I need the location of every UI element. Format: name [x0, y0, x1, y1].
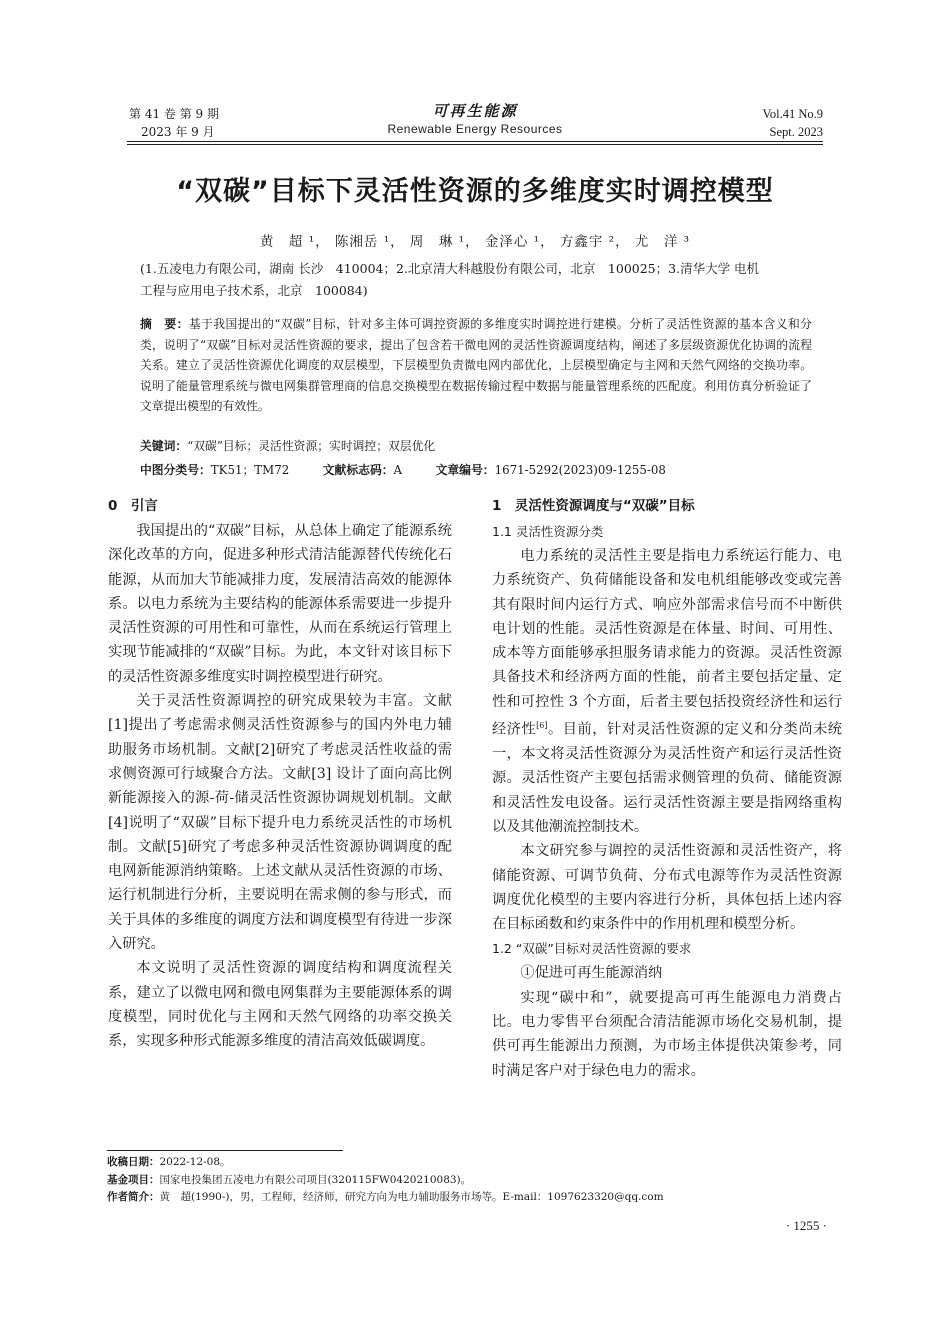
subsection-1-1-heading: 1.1 灵活性资源分类	[492, 524, 604, 539]
intro-paragraph-1: 我国提出的“双碳”目标，从总体上确定了能源系统深化改革的方向，促进多种形式清洁能源替代传统化石能源，从而加大节能减排力度，发展清洁高效的能源体系。以电力系统为主要结构的能源体系需要进一步提升灵活性资源的可用性和可靠性，从而在系统运行管理上实现节能减排的“双碳”目标。为此，本文针对该目标下的灵活性资源多维度实时调控模型进行研究。	[108, 523, 452, 685]
footnote-received	[107, 1154, 827, 1172]
paper-title: “双碳”目标下灵活性资源的多维度实时调控模型	[176, 176, 774, 207]
header-volume-en	[762, 105, 823, 141]
list-item-1: ①促进可再生能源消纳	[520, 965, 663, 982]
article-no-label: 文章编号：	[435, 463, 495, 477]
left-column	[108, 493, 452, 1054]
header-rule-2	[127, 144, 823, 145]
clc-value: TK51；TM72	[210, 463, 290, 477]
received-value: 2022-12-08。	[159, 1156, 231, 1168]
intro-paragraph-3: 本文说明了灵活性资源的调度结构和调度流程关系，建立了以微电网和微电网集群为主要能源体系的调度模型，同时优化与主网和天然气网络的功率交换关系，实现多种形式能源多维度的清洁高效低碳调度。	[108, 960, 452, 1050]
fund-value: 国家电投集团五凌电力有限公司项目(320115FW0420210083)。	[159, 1173, 472, 1186]
article-no-value: 1671-5292(2023)09-1255-08	[494, 463, 666, 477]
keywords-text: “双碳”目标；灵活性资源；实时调控；双层优化	[187, 439, 436, 453]
subsection-1-2-heading: 1.2 “双碳”目标对灵活性资源的要求	[492, 941, 692, 957]
section1-paragraph-3: 实现“碳中和”，就要提高可再生能源电力消费占比。电力零售平台须配合清洁能源市场化交易机制，提供可再生能源出力预测，为市场主体提供决策参考，同时满足客户对于绿色电力的需求。	[492, 989, 842, 1079]
footnotes	[107, 1154, 827, 1207]
affiliation-line-2: 工程与应用电子技术系，北京 100084)	[140, 283, 368, 298]
section1-paragraph-2: 本文研究参与调控的灵活性资源和灵活性资产，将储能资源、可调节负荷、分布式电源等作为灵活性资源调度优化模型的主要内容进行分析，具体包括上述内容在目标函数和约束条件中的作用机理和模型分析。	[492, 843, 842, 933]
journal-name-en: Renewable Energy Resources	[387, 122, 563, 136]
author-list: 黄 超 ¹， 陈湘岳 ¹， 周 琳 ¹， 金泽心 ¹， 方鑫宇 ²， 尤 洋 ³	[259, 234, 691, 250]
footnote-rule	[107, 1150, 343, 1151]
keywords	[140, 436, 812, 456]
page-number: · 1255 ·	[785, 1218, 827, 1233]
affiliations	[140, 258, 812, 302]
received-label: 收稿日期：	[107, 1156, 160, 1168]
classification-line	[140, 460, 812, 480]
author-bio-label: 作者简介：	[107, 1191, 160, 1203]
doc-code-value: A	[393, 463, 403, 477]
fund-label: 基金项目：	[107, 1173, 160, 1186]
citation-6[interactable]: [6]	[536, 721, 548, 731]
footnote-author	[107, 1189, 827, 1207]
footnote-fund	[107, 1172, 827, 1190]
keywords-label: 关键词：	[140, 439, 188, 453]
journal-name-cn: 可再生能源	[432, 102, 518, 120]
header-vol-en: Vol.41 No.9	[762, 107, 823, 121]
clc-label: 中图分类号：	[140, 463, 211, 477]
header-rule	[127, 141, 823, 142]
section1-paragraph-1-text: 电力系统的灵活性主要是指电力系统运行能力、电力系统资产、负荷储能设备和发电机组能够改变或完善其有限时间内运行方式、响应外部需求信号而不中断供电计划的性能。灵活性资源是在体量、时间、可用性、成本等方面能够承担服务请求能力的资源。灵活性资源具备技术和经济两方面的性能，前者主要包括定量、定性和可控性 3 个方面，后者主要包括投资经济性和运行经济性	[492, 548, 842, 738]
section1-paragraph-1	[492, 544, 842, 839]
header-date-en: Sept. 2023	[769, 125, 823, 139]
affiliation-line-1: (1.五凌电力有限公司，湖南 长沙 410004；2.北京清大科越股份有限公司，北京 100025；3.清华大学 电机	[140, 261, 760, 276]
header-volume-cn: 第 41 卷 第 9 期	[129, 107, 219, 121]
author-bio-value: 黄 超(1990-)，男，工程师，经济师，研究方向为电力辅助服务市场等。E-mail：1097623320@qq.com	[159, 1191, 664, 1203]
section-0-heading: 0 引言	[108, 498, 158, 514]
intro-paragraph-2: 关于灵活性资源调控的研究成果较为丰富。文献[1]提出了考虑需求侧灵活性资源参与的国内外电力辅助服务市场机制。文献[2]研究了考虑灵活性收益的需求侧资源可行域聚合方法。文献[3] 设计了面向高比例新能源接入的源-荷-储灵活性资源协调规划机制。文献[4]说明了“双碳”目标下提升电力系统灵活性的市场机制。文献[5]研究了考虑多种灵活性资源协调调度的配电网新能源消纳策略。上述文献从灵活性资源的市场、运行机制进行分析，主要说明在需求侧的参与形式，而关于具体的多维度的调度方法和调度模型有待进一步深入研究。	[108, 693, 452, 953]
section-1-heading: 1 灵活性资源调度与“双碳”目标	[492, 498, 695, 514]
header-date-cn: 2023 年 9 月	[141, 125, 215, 139]
doc-code-label: 文献标志码：	[322, 463, 394, 477]
abstract-label: 摘 要：	[140, 317, 189, 331]
abstract-text: 基于我国提出的“双碳”目标，针对多主体可调控资源的多维度实时调控进行建模。分析了灵活性资源的基本含义和分类，说明了“双碳”目标对灵活性资源的要求，提出了包含若干微电网的灵活性资源调度结构，阐述了多层级资源优化协调的流程关系。建立了灵活性资源优化调度的双层模型，下层模型负责微电网内部优化，上层模型确定与主网和天然气网络的交换功率。说明了能量管理系统与微电网集群管理商的信息交换模型在数据传输过程中数据与能量管理系统的匹配度。利用仿真分析验证了文章提出模型的有效性。	[140, 317, 812, 413]
section1-paragraph-1-tail: 。目前，针对灵活性资源的定义和分类尚未统一，本文将灵活性资源分为灵活性资产和运行灵活性资源。灵活性资产主要包括需求侧管理的负荷、储能资源和灵活性发电设备。运行灵活性资源主要是指网络重构以及其他潮流控制技术。	[492, 721, 842, 835]
abstract	[140, 314, 812, 417]
right-column	[492, 493, 842, 1083]
